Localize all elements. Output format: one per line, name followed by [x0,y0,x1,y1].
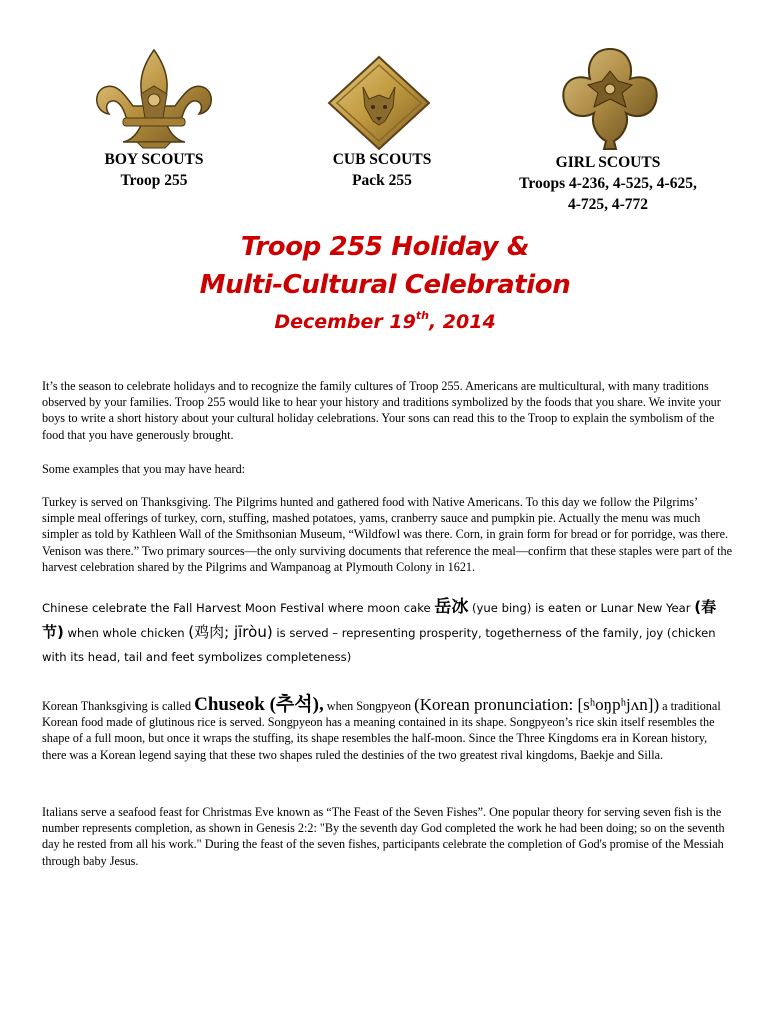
chuseok-term: Chuseok (추석), [194,694,324,715]
turkey-paragraph [42,494,732,575]
italian-paragraph [42,804,732,869]
chinese-text-c: when whole chicken [63,626,189,640]
title-line-1: Troop 255 Holiday & [240,232,530,262]
event-date [0,309,770,333]
girl-scouts-trefoil-icon [560,45,660,151]
cub-scouts-wolf-icon [325,55,433,151]
chinese-text-a: Chinese celebrate the Fall Harvest Moon Festival where moon cake [42,601,435,615]
turkey-text: Turkey is served on Thanksgiving. The Pilgrims hunted and gathered food with Native Americans. To this day we follow the Pilgrims’ simple meal offerings of turkey, corn, stuffing, mashed potatoes, yams, cranberry sauce and pumpkin pie. Actually the menu was much simpler as told by Kathleen Wall of the Smithsonian Museum, “Wildfowl was there. Corn, in grain form for bread or for porridge, was there. Venison was there.” Two primary sources—the only surviving documents that reference the meal—confirm that these staples were part of the harvest celebration shared by the Pilgrims and Wampanoag at Plymouth Colony in 1621. [42,495,733,574]
boy-scouts-heading [74,149,234,191]
event-date-superscript: th [415,309,429,322]
boy-scouts-name: BOY SCOUTS [104,151,204,168]
korean-text-a: Korean Thanksgiving is called [42,699,195,713]
songpyeon-pronunciation: (Korean pronunciation: [sʰoŋpʰjʌn]) [414,695,660,714]
girl-scouts-unit-line2: 4-725, 4-772 [567,196,649,213]
title-line-2: Multi-Cultural Celebration [199,270,571,300]
korean-paragraph [42,694,732,763]
new-year-characters: (春节) [42,598,717,641]
event-date-main: December 19 [274,311,416,333]
chinese-paragraph [42,595,732,669]
girl-scouts-name: GIRL SCOUTS [555,154,661,171]
cub-scouts-name: CUB SCOUTS [332,151,432,168]
event-date-year: , 2014 [428,311,496,333]
korean-text-c: a traditional Korean food made of glutinous rice is served. Songpyeon has a meaning contained in its shape. Songpyeon’s rice skin itself resembles the shape of a full moon, but once it wraps the stuffing, its shape resembles the half-moon. Since the Three Kingdoms era in Korean history, there was a Korean legend saying that these two shapes ruled the destinies of the two greatest rival kingdoms, Baekje and Silla. [42,699,721,762]
cub-scouts-unit: Pack 255 [352,172,412,189]
cub-scouts-heading [302,149,462,191]
examples-intro-text: Some examples that you may have heard: [42,462,246,476]
korean-text-b: when Songpyeon [323,699,415,713]
boy-scouts-fleur-de-lis-icon [93,48,215,150]
italian-text: Italians serve a seafood feast for Christmas Eve known as “The Feast of the Seven Fishes”. One popular theory for serving seven fish is the number represents completion, as shown in Genesis 2:2: "By the seventh day God completed the work he had been doing; so on the seventh day he rested from all his work." During the feast of the seven fishes, participants celebrate the completion of God's promise of the Messiah through baby Jesus. [42,805,725,868]
chinese-text-b: (yue bing) is eaten or Lunar New Year [468,601,695,615]
intro-paragraph [42,378,732,443]
examples-intro-paragraph [42,461,732,477]
girl-scouts-heading [498,152,718,215]
intro-text: It’s the season to celebrate holidays and to recognize the family cultures of Troop 255. Americans are multicultural, with many traditions observed by your families. Troop 255 would like to hear your history and traditions symbolized by the foods that you share. We invite your boys to write a short history about your cultural holiday celebrations. Your sons can read this to the Troop to explain the symbolism of the food that you have generously brought. [42,379,721,442]
girl-scouts-unit-line1: Troops 4-236, 4-525, 4-625, [519,175,697,192]
chinese-text-d: is served – representing prosperity, togetherness of the family, joy (chicken with its head, tail and feet symbolizes completeness) [42,626,716,664]
boy-scouts-unit: Troop 255 [120,172,188,189]
chicken-characters: (鸡肉; jīròu) [188,623,273,641]
mooncake-characters: 岳冰 [434,597,469,617]
